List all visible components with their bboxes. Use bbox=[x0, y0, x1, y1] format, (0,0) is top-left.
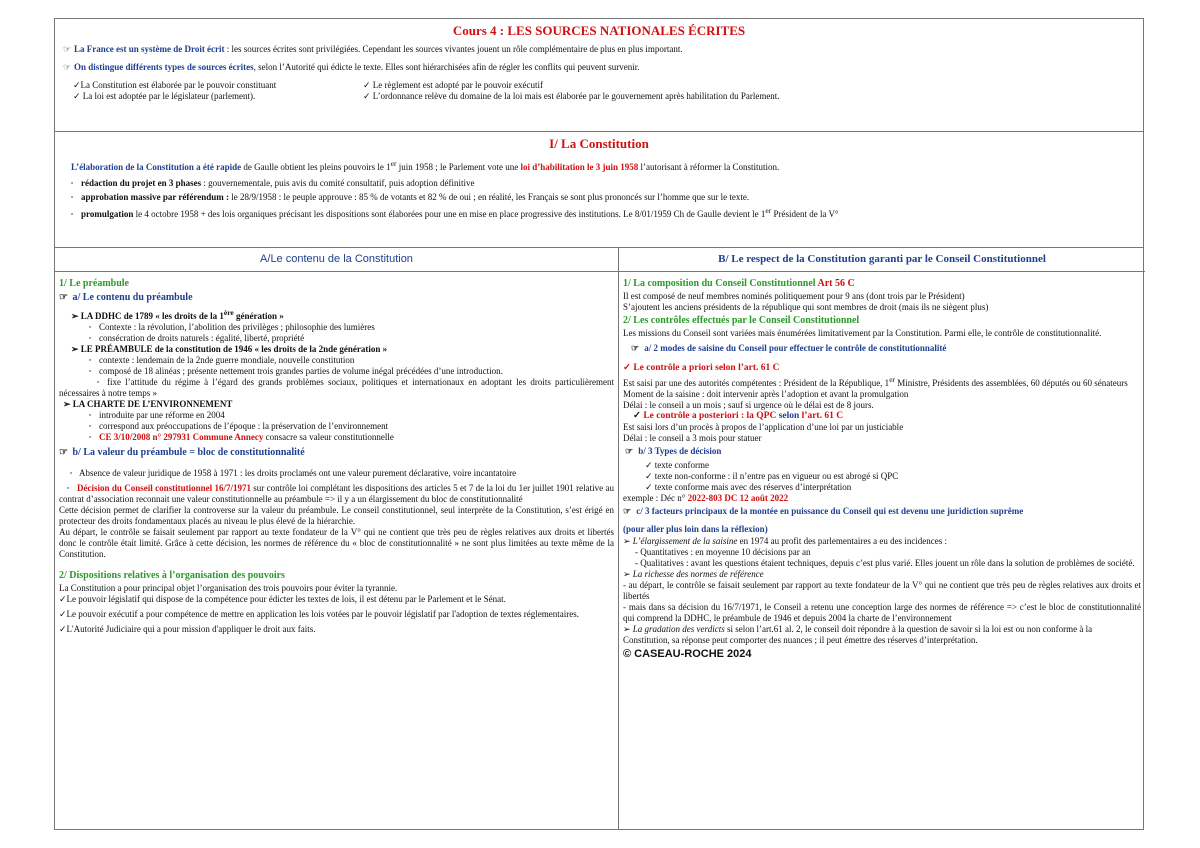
paragraph: - au départ, le contrôle se faisait seulement par rapport au texte fondateur de la V° qui ne contient que très peu de règles relatives aux droits et libertés bbox=[623, 579, 1141, 601]
check-icon: ✓ bbox=[645, 471, 655, 482]
square-bullet-icon: ▫ bbox=[88, 433, 92, 442]
square-bullet-icon: ▫ bbox=[69, 469, 73, 478]
square-bullet-icon: ▫ bbox=[88, 422, 92, 431]
paragraph: - Quantitatives : en moyenne 10 décisions par an bbox=[635, 547, 811, 557]
subsection-note: (pour aller plus loin dans la réflexion) bbox=[623, 524, 768, 535]
example-line: exemple : Déc n° 2022-803 DC 12 août 2022 bbox=[623, 493, 789, 504]
two-column-table bbox=[54, 248, 1144, 830]
copyright: © CASEAU-ROCHE 2024 bbox=[623, 647, 752, 660]
paragraph: Est saisi lors d’un procès à propos de l’application d’une loi par un justiciable bbox=[623, 422, 904, 433]
list-item: ▫ fixe l’attitude du régime à l’égard des grands problèmes sociaux, politiques et internationaux en adoptant les droits particulièrement nécessaires à notre temps » bbox=[59, 377, 614, 399]
constitution-intro: L’élaboration de la Constitution a été rapide de Gaulle obtient les pleins pouvoirs le 1er juin 1958 ; le Parlement vote une loi d’habilitation le 3 juin 1958 l’autorisant à réformer la Constitution. bbox=[71, 158, 780, 172]
list-item: ▫ promulgation le 4 octobre 1958 + des lois organiques précisant les dispositions sont élaborées pour une en mise en place progressive des institutions. Le 8/01/1959 Ch de Gaulle devient le 1er Président de la V° bbox=[63, 206, 1135, 220]
spacer bbox=[59, 460, 614, 468]
spacer bbox=[59, 560, 614, 568]
list-item: ▫ contexte : lendemain de la 2nde guerre mondiale, nouvelle constitution bbox=[81, 355, 614, 366]
sources-checklist bbox=[73, 80, 1135, 102]
check-item: ✓ texte conforme mais avec des réserves d’interprétation bbox=[645, 482, 852, 493]
ddhc-heading: ➢ LA DDHC de 1789 « les droits de la 1ère génération » bbox=[71, 308, 284, 322]
square-bullet-icon: ▫ bbox=[70, 178, 74, 187]
spacer bbox=[623, 355, 1141, 363]
intro-box bbox=[54, 18, 1144, 132]
check-item: ✓ La loi est adoptée par le législateur (parlement). bbox=[73, 90, 256, 101]
pointing-hand-icon: ☞ bbox=[59, 447, 68, 458]
square-bullet-icon: ▫ bbox=[88, 411, 92, 420]
arrow-icon: ➢ bbox=[63, 399, 73, 410]
paragraph: ➢ L’élargissement de la saisine en 1974 au profit des parlementaires a eu des incidences : bbox=[623, 536, 948, 547]
pointing-hand-icon: ☞ bbox=[63, 61, 72, 72]
constitution-section bbox=[54, 132, 1144, 248]
check-item: ✓Le pouvoir législatif qui dispose de la compétence pour édicter les textes de lois, il est détenu par le Parlement et le Sénat. bbox=[59, 594, 506, 605]
subsection-heading: ☞ c/ 3 facteurs principaux de la montée en puissance du Conseil qui est devenu une juridiction suprême bbox=[623, 506, 1024, 517]
square-bullet-icon: ▫ bbox=[96, 378, 100, 387]
check-icon: ✓ bbox=[645, 460, 655, 471]
square-bullet-icon: ▫ bbox=[70, 192, 74, 201]
check-icon: ✓ bbox=[633, 410, 644, 421]
square-bullet-icon: ▫ bbox=[66, 484, 70, 493]
check-item: ✓ L’ordonnance relève du domaine de la loi mais est élaborée par le gouvernement après habilitation du Parlement. bbox=[363, 90, 780, 101]
square-bullet-icon: ▫ bbox=[88, 356, 92, 365]
paragraph: ▫ Absence de valeur juridique de 1958 à 1971 : les droits proclamés ont une valeur purement déclarative, voire incantatoire bbox=[59, 468, 614, 479]
intro-paragraph-2: ☞ On distingue différents types de sources écrites, selon l’Autorité qui édicte le texte. Elles sont hiérarchisées afin de régler les conflits qui peuvent survenir. bbox=[63, 61, 640, 72]
paragraph: Délai : le conseil a 3 mois pour statuer bbox=[623, 433, 762, 444]
arrow-icon: ➢ bbox=[71, 311, 81, 322]
subsection-heading: ☞ a/ 2 modes de saisine du Conseil pour effectuer le contrôle de constitutionnalité bbox=[631, 343, 947, 354]
left-column bbox=[55, 248, 618, 829]
subsection-title: 2/ Dispositions relatives à l’organisation des pouvoirs bbox=[59, 569, 285, 581]
paragraph: ➢ La gradation des verdicts si selon l’art.61 al. 2, le conseil doit répondre à la question de savoir si la loi est ou non conforme à la Constitution, sa réponse peut comporter des nuances ; il peut émettre des réserves d’interprétation. bbox=[623, 623, 1093, 645]
subsection-heading: ☞ b/ La valeur du préambule = bloc de constitutionnalité bbox=[59, 447, 305, 458]
square-bullet-icon: ▫ bbox=[88, 334, 92, 343]
check-icon: ✓ bbox=[645, 482, 655, 493]
subsection-title: 1/ La composition du Conseil Constitutionnel Art 56 C bbox=[623, 278, 855, 289]
list-item: ▫ Contexte : la révolution, l’abolition des privilèges ; philosophie des lumières bbox=[81, 322, 614, 333]
paragraph: La Constitution a pour principal objet l’organisation des trois pouvoirs pour éviter la tyrannie. bbox=[59, 583, 398, 594]
page-title: Cours 4 : LES SOURCES NATIONALES ÉCRITES bbox=[452, 23, 746, 38]
spacer bbox=[623, 518, 1141, 522]
arrow-icon: ➢ bbox=[623, 623, 633, 634]
section-title: I/ La Constitution bbox=[549, 136, 649, 151]
pointing-hand-icon: ☞ bbox=[59, 292, 68, 304]
check-item: ✓ texte non-conforme : il n’entre pas en vigueur ou est abrogé si QPC bbox=[645, 471, 899, 482]
paragraph: ➢ La richesse des normes de référence bbox=[623, 568, 764, 579]
course-sheet bbox=[54, 18, 1144, 830]
check-item: ✓Le pouvoir exécutif a pour compétence de mettre en application les lois votées par le pouvoir législatif par l'adoption de textes réglementaires. bbox=[59, 609, 579, 620]
subsection-heading: ☞ b/ 3 Types de décision bbox=[625, 446, 722, 457]
list-item: ▫ correspond aux préoccupations de l’époque : la préservation de l’environnement bbox=[81, 421, 614, 432]
arrow-icon: ➢ bbox=[71, 344, 81, 355]
pointing-hand-icon: ☞ bbox=[625, 446, 634, 457]
paragraph: Délai : le conseil a un mois ; sauf si urgence où le délai est de 8 jours. bbox=[623, 399, 874, 410]
subsection-heading: ✓ Le contrôle a priori selon l’art. 61 C bbox=[623, 363, 780, 374]
pointing-hand-icon: ☞ bbox=[623, 506, 632, 517]
square-bullet-icon: ▫ bbox=[70, 209, 74, 218]
paragraph: - Qualitatives : avant les questions étaient techniques, depuis c’est plus varié. Elles jouent un rôle dans la solution de problèmes de société. bbox=[635, 557, 1135, 568]
check-item: ✓ Le règlement est adopté par le pouvoir exécutif bbox=[363, 79, 543, 90]
paragraph: Moment de la saisine : doit intervenir après l’adoption et avant la promulgation bbox=[623, 388, 909, 399]
list-item: ▫ approbation massive par référendum : le 28/9/1958 : le peuple approuve : 85 % de votants et 82 % de oui ; en réalité, les Français se sont plus prononcés sur l’homme que sur le texte. bbox=[63, 192, 1135, 203]
preambule-1946-heading: ➢ LE PRÉAMBULE de la constitution de 1946 « les droits de la 2nde génération » bbox=[71, 344, 388, 355]
list-item: ▫ composé de 18 alinéas ; présente nettement trois grandes parties de volume inégal précédées d’une introduction. bbox=[81, 366, 614, 377]
paragraph: ▫ Décision du Conseil constitutionnel 16/7/1971 sur contrôle loi complétant les dispositions des articles 5 et 7 de la loi du 1er juillet 1901 relative au contrat d’association reconnait une valeur constitutionnelle au préambule => il y a un élargissement du bloc de constitutionnalité bbox=[59, 483, 614, 505]
paragraph: Il est composé de neuf membres nominés politiquement pour 9 ans (dont trois par le Président) bbox=[623, 291, 965, 302]
check-icon: ✓ bbox=[623, 363, 634, 374]
check-item: ✓La Constitution est élaborée par le pouvoir constituant bbox=[73, 79, 277, 90]
arrow-icon: ➢ bbox=[623, 536, 633, 547]
square-bullet-icon: ▫ bbox=[88, 367, 92, 376]
column-heading: B/ Le respect de la Constitution garanti par le Conseil Constitutionnel bbox=[619, 248, 1145, 272]
subsection-title: 1/ Le préambule bbox=[59, 278, 129, 289]
arrow-icon: ➢ bbox=[623, 568, 633, 579]
pointing-hand-icon: ☞ bbox=[63, 43, 72, 54]
paragraph: Est saisi par une des autorités compétentes : Président de la République, 1er Ministre, Présidents des assemblées, 60 députés ou 60 sénateurs bbox=[623, 374, 1128, 388]
pointing-hand-icon: ☞ bbox=[631, 343, 640, 354]
paragraph: Cette décision permet de clarifier la controverse sur la valeur du préambule. Le conseil constitutionnel, seul interprète de la Constitution, s’est érigé en protecteur des droits fondamentaux placés au niveau le plus élevé de la hiérarchie. bbox=[59, 505, 614, 527]
paragraph: - mais dans sa décision du 16/7/1971, le Conseil a retenu une conception large des normes de référence => c’est le bloc de constitutionnalité qui comprend la DDHC, le préambule de 1946 et depuis 2004 la charte de l’environnement bbox=[623, 601, 1141, 623]
column-heading: A/Le contenu de la Constitution bbox=[55, 248, 618, 272]
list-item: ▫ rédaction du projet en 3 phases : gouvernementale, puis avis du comité consultatif, puis adoption définitive bbox=[63, 178, 1135, 189]
check-item: ✓L'Autorité Judiciaire qui a pour mission d'appliquer le droit aux faits. bbox=[59, 624, 316, 635]
paragraph: Les missions du Conseil sont variées mais énumérées limitativement par la Constitution. Parmi elle, le contrôle de constitutionnalité. bbox=[623, 328, 1102, 339]
intro-paragraph-1: ☞ La France est un système de Droit écrit : les sources écrites sont privilégiées. Cependant les sources vivantes jouent un rôle complémentaire de plus en plus important. bbox=[63, 43, 683, 54]
list-item: ▫ consécration de droits naturels : égalité, liberté, propriété bbox=[81, 333, 614, 344]
paragraph: Au départ, le contrôle se faisait seulement par rapport au texte fondateur de la V° qui ne contient que très peu de règles relatives aux droits et libertés donc le contrôle était limité. Grâce à cette décision, les normes de référence du « bloc de constitutionnalité » ne sont plus limitées au texte même de la Constitution. bbox=[59, 527, 614, 559]
list-item: ▫ introduite par une réforme en 2004 bbox=[81, 410, 614, 421]
right-column bbox=[618, 248, 1145, 829]
subsection-title: 2/ Les contrôles effectués par le Conseil Constitutionnel bbox=[623, 315, 860, 327]
subsection-heading: ✓ Le contrôle a posteriori : la QPC selon l’art. 61 C bbox=[633, 410, 844, 421]
subsection-heading: ☞ a/ Le contenu du préambule bbox=[59, 292, 193, 304]
charte-heading: ➢ LA CHARTE DE L’ENVIRONNEMENT bbox=[63, 399, 233, 410]
paragraph: S’ajoutent les anciens présidents de la république qui sont membres de droit (mais ils ne siègent plus) bbox=[623, 302, 989, 313]
list-item: ▫ CE 3/10/2008 n° 297931 Commune Annecy consacre sa valeur constitutionnelle bbox=[81, 432, 614, 443]
check-item: ✓ texte conforme bbox=[645, 460, 710, 471]
square-bullet-icon: ▫ bbox=[88, 323, 92, 332]
